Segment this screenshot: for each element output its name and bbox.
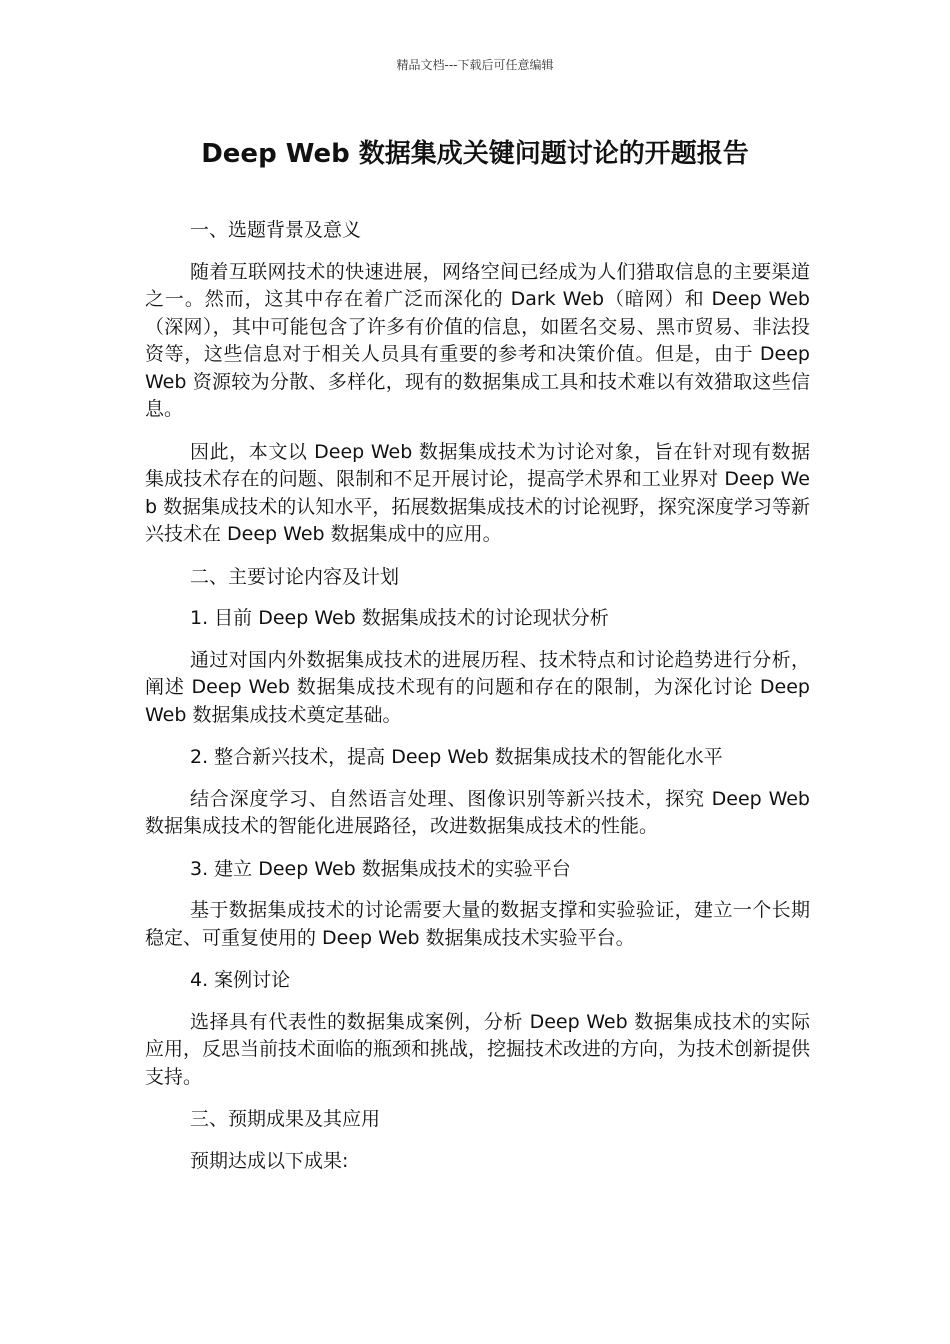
paragraph-emerging-tech: 结合深度学习、自然语言处理、图像识别等新兴技术，探究 Deep Web 数据集成技术的智能化进展路径，改进数据集成技术的性能。 xyxy=(145,787,810,837)
subheading-experiment-platform: 3. 建立 Deep Web 数据集成技术的实验平台 xyxy=(190,857,571,880)
document-body xyxy=(145,217,810,1189)
paragraph-background-2: 因此，本文以 Deep Web 数据集成技术为讨论对象，旨在针对现有数据集成技术存在的问题、限制和不足开展讨论，提高学术界和工业界对 Deep Web 数据集成技术的认知水平，拓展数据集成技术的讨论视野，探究深度学习等新兴技术在 Deep Web 数据集成中的应用。 xyxy=(145,440,810,545)
paragraph-experiment-platform: 基于数据集成技术的讨论需要大量的数据支撑和实验验证，建立一个长期稳定、可重复使用的 Deep Web 数据集成技术实验平台。 xyxy=(145,899,810,949)
section-heading-content-plan: 二、主要讨论内容及计划 xyxy=(190,565,400,588)
subheading-status-analysis: 1. 目前 Deep Web 数据集成技术的讨论现状分析 xyxy=(190,607,609,629)
paragraph-background-1: 随着互联网技术的快速进展，网络空间已经成为人们猎取信息的主要渠道之一。然而，这其中存在着广泛而深化的 Dark Web（暗网）和 Deep Web（深网），其中可能包含了许多有价值的信息，如匿名交易、黑市贸易、非法投资等，这些信息对于相关人员具有重要的参考和决策价值。但是，由于 Deep Web 资源较为分散、多样化，现有的数据集成工具和技术难以有效猎取这些信息。 xyxy=(145,260,810,420)
paragraph-status-analysis: 通过对国内外数据集成技术的进展历程、技术特点和讨论趋势进行分析，阐述 Deep Web 数据集成技术现有的问题和存在的限制，为深化讨论 Deep Web 数据集成技术奠定基础。 xyxy=(145,648,810,726)
document-title: Deep Web 数据集成关键问题讨论的开题报告 xyxy=(201,139,749,169)
section-heading-background: 一、选题背景及意义 xyxy=(190,219,362,241)
subheading-emerging-tech: 2. 整合新兴技术，提高 Deep Web 数据集成技术的智能化水平 xyxy=(190,746,723,768)
page-header: 精品文档---下载后可任意编辑 xyxy=(396,58,554,72)
expected-results-intro: 预期达成以下成果: xyxy=(190,1149,349,1172)
paragraph-case-study: 选择具有代表性的数据集成案例，分析 Deep Web 数据集成技术的实际应用，反思当前技术面临的瓶颈和挑战，挖掘技术改进的方向，为技术创新提供支持。 xyxy=(145,1010,811,1088)
subheading-case-study: 4. 案例讨论 xyxy=(190,969,291,991)
section-heading-expected-results: 三、预期成果及其应用 xyxy=(190,1108,381,1130)
